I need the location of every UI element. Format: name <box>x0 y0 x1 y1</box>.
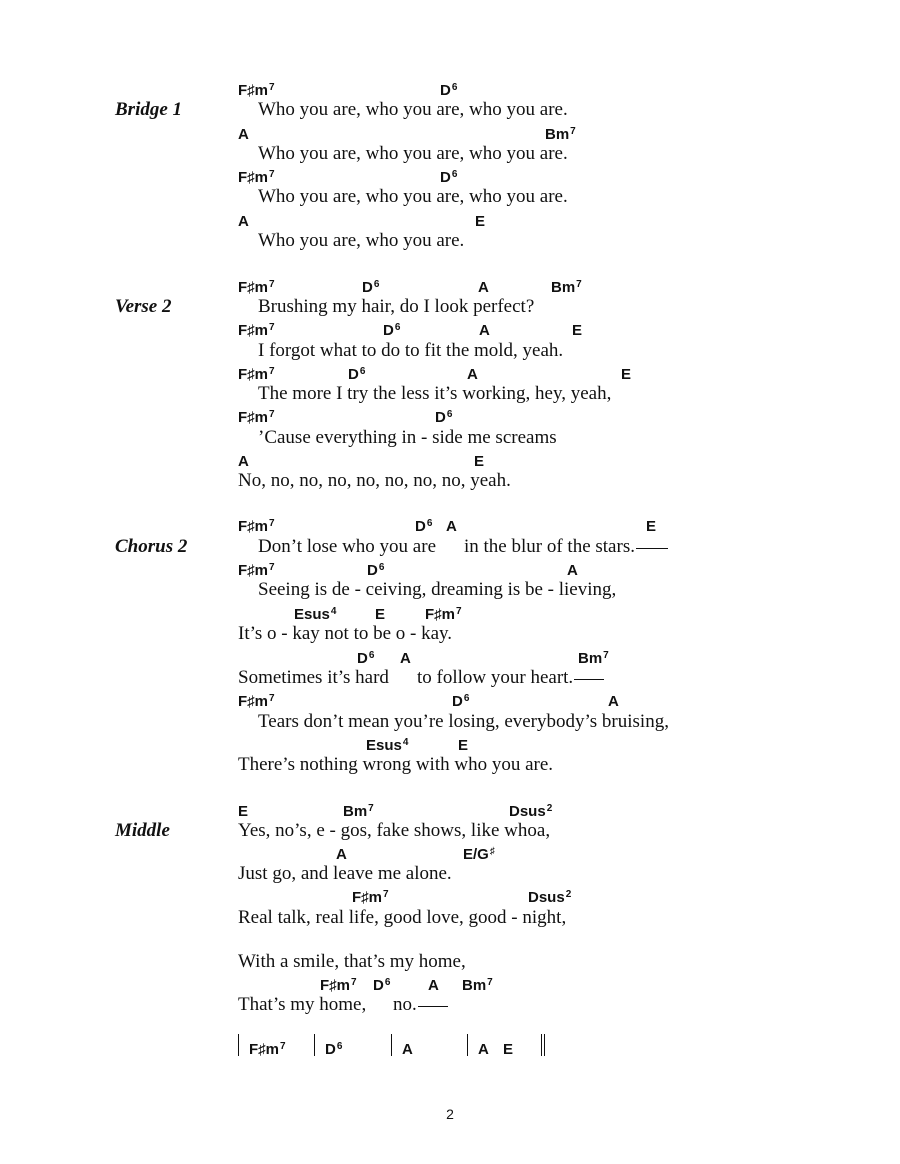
section-label-bridge-1: Bridge 1 <box>115 99 183 120</box>
chord-quality: 6 <box>446 409 453 420</box>
chord-root: Dsus <box>528 889 565 906</box>
lyric-fragment: no. <box>393 994 417 1015</box>
final-bar-line <box>541 1034 542 1056</box>
chord-root: F♯m <box>238 693 268 710</box>
chord-root: A <box>567 562 578 579</box>
chord-root: F♯m <box>320 977 350 994</box>
chord-esus4 <box>294 607 336 622</box>
lyric-line: Just go, and leave me alone. <box>238 863 452 884</box>
chord-root: A <box>402 1041 413 1058</box>
chord-quality: 7 <box>603 650 609 661</box>
chord-root: A <box>238 213 249 230</box>
lyric-line: Real talk, real life, good love, good - night, <box>238 907 567 928</box>
chord-root: F♯m <box>352 889 382 906</box>
lyric-line: No, no, no, no, no, no, no, no, yeah. <box>238 470 511 491</box>
chord-quality: 7 <box>269 322 275 333</box>
lyric-line: Yes, no’s, e - gos, fake shows, like whoa, <box>238 820 551 841</box>
chord-quality: 7 <box>269 693 275 704</box>
chord-a <box>446 519 457 534</box>
chord-d6 <box>415 519 432 534</box>
chord-d6 <box>367 563 384 578</box>
chord-quality: 6 <box>384 977 391 988</box>
lyric-fragment: in the blur of the stars. <box>464 536 635 557</box>
chord-fsharp-m7 <box>238 519 275 534</box>
chord-root: F♯m <box>238 366 268 383</box>
lyric-line: The more I try the less it’s working, hey, yeah, <box>258 383 612 404</box>
chord-bm7 <box>462 978 493 993</box>
chord-root: Bm <box>462 977 487 994</box>
lyric-line: Seeing is de - ceiving, dreaming is be - lieving, <box>258 579 617 600</box>
chord-root: Bm <box>551 279 576 296</box>
chord-quality: 6 <box>368 650 375 661</box>
chord-root: D <box>367 562 378 579</box>
chord-quality: 4 <box>330 606 337 617</box>
chord-dsus2 <box>528 890 571 905</box>
chord-a <box>400 651 411 666</box>
chord-a <box>479 323 490 338</box>
chord-root: E <box>621 366 632 383</box>
chord-quality: 7 <box>383 889 389 900</box>
chord-root: F♯m <box>425 606 455 623</box>
chart-chord-e <box>503 1042 513 1057</box>
lyric-line: Tears don’t mean you’re losing, everybody’s bruising, <box>258 711 669 732</box>
chord-quality: 2 <box>546 803 553 814</box>
chord-quality: 6 <box>451 169 458 180</box>
chord-root: A <box>238 453 249 470</box>
chord-root: Esus <box>294 606 330 623</box>
chord-quality: 7 <box>269 169 275 180</box>
chord-root: D <box>325 1041 336 1058</box>
bar-line <box>314 1034 315 1056</box>
section-label-verse-2: Verse 2 <box>115 296 172 317</box>
bar-line <box>238 1034 239 1056</box>
chord-root: A <box>400 650 411 667</box>
lyric-fragment: Don’t lose who you are <box>258 536 437 557</box>
chord-a <box>238 127 249 142</box>
chord-root: F♯m <box>238 82 268 99</box>
chord-quality: 7 <box>269 409 275 420</box>
chord-root: F♯m <box>238 169 268 186</box>
chord-quality: 6 <box>373 279 380 290</box>
section-label-chorus-2: Chorus 2 <box>115 536 188 557</box>
final-bar-line <box>544 1034 545 1056</box>
lyric-line: ’Cause everything in - side me screams <box>258 427 557 448</box>
extender-line <box>418 1006 448 1007</box>
chord-fsharp-m7 <box>238 410 275 425</box>
chord-d6 <box>357 651 374 666</box>
chord-root: D <box>435 409 446 426</box>
chord-e <box>458 738 468 753</box>
lyric-line: There’s nothing wrong with who you are. <box>238 754 554 775</box>
chord-quality: 6 <box>451 82 458 93</box>
chord-quality: 6 <box>394 322 401 333</box>
chart-chord-a <box>478 1042 489 1057</box>
chord-fsharp-m7 <box>238 563 275 578</box>
chart-chord-a <box>402 1042 413 1057</box>
chord-root: F♯m <box>238 518 268 535</box>
lyric-line <box>238 995 366 1014</box>
chord-a <box>238 454 249 469</box>
chord-root: A <box>478 1041 489 1058</box>
chord-e <box>646 519 656 534</box>
chord-root: A <box>479 322 490 339</box>
section-label-middle: Middle <box>115 820 170 841</box>
chord-quality: 6 <box>336 1041 343 1052</box>
chord-e-over-g-sharp <box>463 847 495 862</box>
lyric-line <box>238 668 389 687</box>
chord-root: A <box>336 846 347 863</box>
chord-e <box>621 367 631 382</box>
chord-bm7 <box>545 127 576 142</box>
chord-d6 <box>435 410 452 425</box>
chord-root: Bm <box>343 803 368 820</box>
lyric-line <box>393 995 448 1014</box>
chord-d6 <box>373 978 390 993</box>
chord-root: D <box>362 279 373 296</box>
chord-quality: 7 <box>269 279 275 290</box>
chord-d6 <box>452 694 469 709</box>
chord-quality: 7 <box>487 977 493 988</box>
chord-quality: 6 <box>463 693 470 704</box>
chord-quality: ♯ <box>489 846 495 857</box>
chord-quality: 2 <box>565 889 572 900</box>
chord-root: E <box>458 737 469 754</box>
lyric-fragment: That’s my home, <box>238 994 367 1015</box>
chord-root: F♯m <box>238 409 268 426</box>
chord-quality: 6 <box>359 366 366 377</box>
chord-fsharp-m7 <box>238 694 275 709</box>
chord-dsus2 <box>509 804 552 819</box>
chord-fsharp-m7 <box>238 83 275 98</box>
chord-root: E <box>572 322 583 339</box>
chord-root: A <box>446 518 457 535</box>
lyric-line: It’s o - kay not to be o - kay. <box>238 623 453 644</box>
chord-root: D <box>440 82 451 99</box>
chord-quality: 7 <box>269 366 275 377</box>
chord-quality: 7 <box>269 562 275 573</box>
chord-root: A <box>478 279 489 296</box>
chord-quality: 4 <box>402 737 409 748</box>
lyric-line: Who you are, who you are. <box>258 230 465 251</box>
chord-a <box>428 978 439 993</box>
chord-quality: 7 <box>269 518 275 529</box>
chord-quality: 6 <box>378 562 385 573</box>
chord-root: F♯m <box>238 562 268 579</box>
chord-quality: 6 <box>426 518 433 529</box>
chord-d6 <box>383 323 400 338</box>
bar-line <box>391 1034 392 1056</box>
chord-root: A <box>467 366 478 383</box>
chord-root: Bm <box>578 650 603 667</box>
chord-a <box>567 563 578 578</box>
chart-chord-fsharp-m7 <box>249 1042 286 1057</box>
chord-d6 <box>348 367 365 382</box>
chord-quality: 7 <box>570 126 576 137</box>
chord-e <box>375 607 385 622</box>
chord-a <box>478 280 489 295</box>
chord-root: D <box>383 322 394 339</box>
chord-root: A <box>238 126 249 143</box>
chord-root: E <box>375 606 386 623</box>
chord-d6 <box>362 280 379 295</box>
chord-e <box>572 323 582 338</box>
chord-root: E <box>503 1041 514 1058</box>
chord-root: D <box>440 169 451 186</box>
chord-quality: 7 <box>269 82 275 93</box>
chord-root: E <box>474 453 485 470</box>
chord-root: E/G <box>463 846 489 863</box>
chord-e <box>238 804 248 819</box>
chord-esus4 <box>366 738 408 753</box>
lyric-line <box>258 537 436 556</box>
chord-e <box>474 454 484 469</box>
chord-root: D <box>415 518 426 535</box>
chord-bm7 <box>551 280 582 295</box>
chord-root: D <box>348 366 359 383</box>
chord-quality: 7 <box>368 803 374 814</box>
chord-bm7 <box>343 804 374 819</box>
chord-root: A <box>608 693 619 710</box>
lyric-line: Who you are, who you are, who you are. <box>258 186 568 207</box>
chord-root: E <box>238 803 249 820</box>
chord-fsharp-m7 <box>425 607 462 622</box>
lyric-line <box>417 668 604 687</box>
chord-quality: 7 <box>351 977 357 988</box>
chord-a <box>467 367 478 382</box>
chord-root: F♯m <box>238 322 268 339</box>
chord-fsharp-m7 <box>238 170 275 185</box>
extender-line <box>574 679 604 680</box>
chord-fsharp-m7 <box>238 280 275 295</box>
chart-chord-d6 <box>325 1042 342 1057</box>
chord-bm7 <box>578 651 609 666</box>
chord-root: E <box>475 213 486 230</box>
chord-fsharp-m7 <box>352 890 389 905</box>
bar-line <box>467 1034 468 1056</box>
chord-quality: 7 <box>280 1041 286 1052</box>
lyric-line: I forgot what to do to fit the mold, yeah. <box>258 340 564 361</box>
chord-root: A <box>428 977 439 994</box>
lyric-line: Who you are, who you are, who you are. <box>258 143 568 164</box>
chord-root: D <box>357 650 368 667</box>
lyric-line: Who you are, who you are, who you are. <box>258 99 568 120</box>
lyric-fragment: to follow your heart. <box>417 667 574 688</box>
chord-root: Bm <box>545 126 570 143</box>
extender-line <box>636 548 668 549</box>
chord-root: D <box>452 693 463 710</box>
lyric-line: With a smile, that’s my home, <box>238 951 466 972</box>
chord-fsharp-m7 <box>238 323 275 338</box>
chord-root: F♯m <box>249 1041 279 1058</box>
chord-d6 <box>440 83 457 98</box>
chord-fsharp-m7 <box>320 978 357 993</box>
lyric-line: Brushing my hair, do I look perfect? <box>258 296 535 317</box>
chord-root: E <box>646 518 657 535</box>
chord-d6 <box>440 170 457 185</box>
page-number: 2 <box>446 1106 454 1122</box>
chord-fsharp-m7 <box>238 367 275 382</box>
chord-root: Esus <box>366 737 402 754</box>
chord-quality: 7 <box>456 606 462 617</box>
chord-e <box>475 214 485 229</box>
chord-root: Dsus <box>509 803 546 820</box>
chord-a <box>238 214 249 229</box>
lyric-fragment: Sometimes it’s hard <box>238 667 389 688</box>
chord-a <box>608 694 619 709</box>
chord-root: F♯m <box>238 279 268 296</box>
chord-root: D <box>373 977 384 994</box>
lyric-line <box>464 537 668 556</box>
chord-quality: 7 <box>576 279 582 290</box>
chord-a <box>336 847 347 862</box>
